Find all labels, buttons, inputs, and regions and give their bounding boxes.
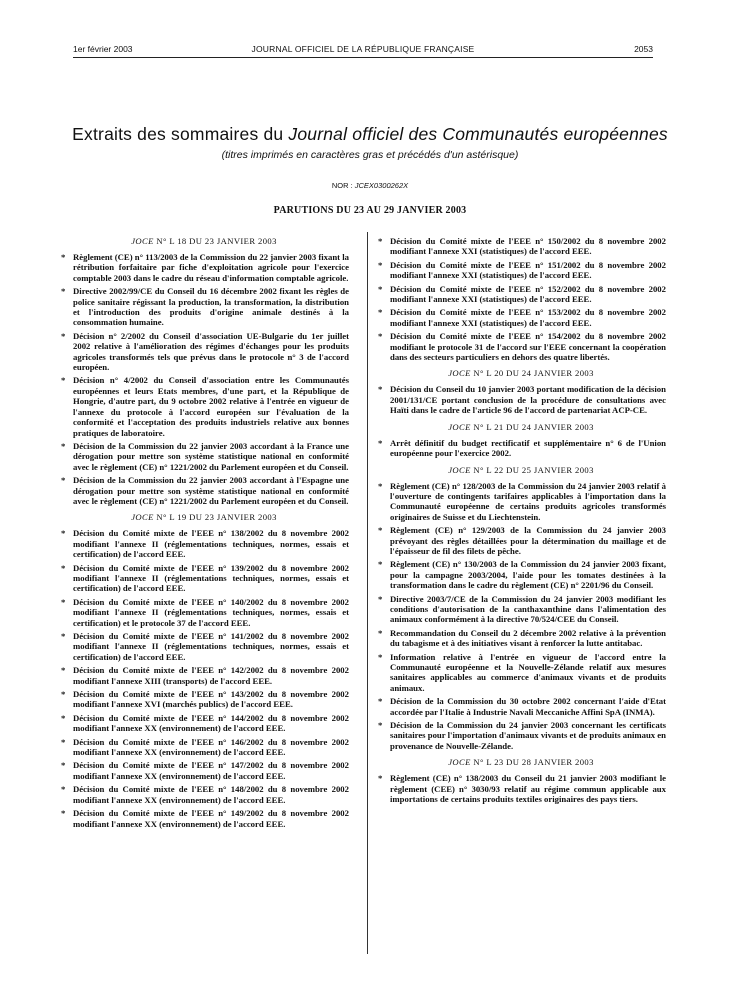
list-item: * Décision du Comité mixte de l'EEE n° 147/2002 du 8 novembre 2002 modifiant l'annexe XX (environnement) de l'accord EEE. [59, 760, 349, 781]
nor-label: NOR : [331, 181, 355, 190]
joce-label: JOCE [448, 421, 471, 432]
list-item: * Règlement (CE) n° 113/2003 de la Commission du 22 janvier 2003 fixant la rétribution forfaitaire par fiche d'exploitation agricole pour l'exercice comptable 2003 dans le cadre du réseau d'information comptable agricole. [59, 252, 349, 283]
column-divider [367, 232, 368, 954]
nor-reference [60, 181, 680, 190]
header-rule [73, 57, 653, 58]
list-item: * Décision du Comité mixte de l'EEE n° 146/2002 du 8 novembre 2002 modifiant l'annexe XX (environnement) de l'accord EEE. [59, 737, 349, 758]
section-heading-text: N° L 18 DU 23 JANVIER 2003 [153, 236, 277, 246]
list-item: * Décision du Comité mixte de l'EEE n° 141/2002 du 8 novembre 2002 modifiant l'annexe II (réglementations techniques, normes, essais et certification) de l'accord EEE. [59, 631, 349, 662]
list-item: * Décision du Comité mixte de l'EEE n° 143/2002 du 8 novembre 2002 modifiant l'annexe XVI (marchés publics) de l'accord EEE. [59, 689, 349, 710]
joce-label: JOCE [131, 512, 154, 523]
list-item: * Décision n° 4/2002 du Conseil d'association entre les Communautés européennes et leurs Etats membres, d'une part, et la République de Hongrie, d'autre part, du 9 octobre 2002 relative à l'entrée en vigueur de l'annexe du protocole à l'accord européen sur l'évaluation de la conformité et l'acceptation des produits industriels relative aux bonnes pratiques de laboratoire. [59, 375, 349, 437]
section-heading-text: N° L 21 DU 24 JANVIER 2003 [470, 421, 594, 432]
joce-label: JOCE [131, 236, 154, 246]
list-item: * Décision de la Commission du 22 janvier 2003 accordant à l'Espagne une dérogation pour mettre son système statistique national en conformité avec le règlement (CE) n° 1221/2002 du Parlement européen et du Conseil. [59, 475, 349, 506]
list-item: * Décision de la Commission du 22 janvier 2003 accordant à la France une dérogation pour mettre son système statistique national en conformité avec le règlement (CE) n° 1221/2002 du Parlement européen et du Conseil. [59, 441, 349, 472]
section-heading [59, 512, 349, 522]
entry-list [376, 438, 666, 459]
list-item: * Information relative à l'entrée en vigueur de l'accord entre la Communauté européenne et la Nouvelle-Zélande relatif aux mesures sanitaires applicables au commerce d'animaux vivants et de produits animaux. [376, 652, 666, 694]
list-item: * Décision du Comité mixte de l'EEE n° 149/2002 du 8 novembre 2002 modifiant l'annexe XX (environnement) de l'accord EEE. [59, 808, 349, 829]
section-heading-text: N° L 22 DU 25 JANVIER 2003 [470, 464, 594, 475]
list-item: * Décision du Comité mixte de l'EEE n° 140/2002 du 8 novembre 2002 modifiant l'annexe II (réglementations techniques, normes, essais et certification) et le protocole 37 de l'accord EEE. [59, 597, 349, 628]
list-item: * Décision du Comité mixte de l'EEE n° 150/2002 du 8 novembre 2002 modifiant l'annexe XXI (statistiques) de l'accord EEE. [376, 236, 666, 257]
list-item: * Recommandation du Conseil du 2 décembre 2002 relative à la prévention du tabagisme et à des initiatives visant à renforcer la lutte antitabac. [376, 628, 666, 649]
joce-label: JOCE [448, 368, 471, 379]
section-heading [376, 465, 666, 475]
list-item: * Décision du Comité mixte de l'EEE n° 153/2002 du 8 novembre 2002 modifiant l'annexe XXI (statistiques) de l'accord EEE. [376, 307, 666, 328]
section-heading-text: N° L 20 DU 24 JANVIER 2003 [470, 368, 594, 379]
entry-list [59, 252, 349, 506]
list-item: * Arrêt définitif du budget rectificatif et supplémentaire n° 6 de l'Union européenne pour l'exercice 2002. [376, 438, 666, 459]
header-date: 1er février 2003 [73, 44, 133, 54]
list-item: * Directive 2002/99/CE du Conseil du 16 décembre 2002 fixant les règles de police sanitaire régissant la production, la transformation, la distribution et l'introduction des produits d'origine animale destinés à la consommation humaine. [59, 286, 349, 328]
page-title [60, 124, 680, 145]
header-journal-name: JOURNAL OFFICIEL DE LA RÉPUBLIQUE FRANÇAISE [251, 44, 475, 54]
entry-list [59, 528, 349, 829]
title-prefix: Extraits des sommaires du [72, 124, 289, 144]
section-heading-text: N° L 19 DU 23 JANVIER 2003 [153, 512, 277, 523]
right-column [376, 236, 666, 807]
list-item: * Décision du Conseil du 10 janvier 2003 portant modification de la décision 2001/131/CE portant conclusion de la procédure de consultations avec Haïti dans le cadre de l'article 96 de l'accord de partenariat ACP-CE. [376, 384, 666, 415]
running-header [73, 44, 653, 58]
list-item: * Décision du Comité mixte de l'EEE n° 144/2002 du 8 novembre 2002 modifiant l'annexe XX (environnement) de l'accord EEE. [59, 713, 349, 734]
list-item: * Décision du Comité mixte de l'EEE n° 148/2002 du 8 novembre 2002 modifiant l'annexe XX (environnement) de l'accord EEE. [59, 784, 349, 805]
entry-list [376, 384, 666, 415]
list-item: * Décision de la Commission du 24 janvier 2003 concernant les certificats sanitaires pour l'importation d'animaux vivants et de produits animaux en provenance de Nouvelle-Zélande. [376, 720, 666, 751]
list-item: * Décision du Comité mixte de l'EEE n° 139/2002 du 8 novembre 2002 modifiant l'annexe II (réglementations techniques, normes, essais et certification) de l'accord EEE. [59, 563, 349, 594]
page-subtitle: (titres imprimés en caractères gras et précédés d'un astérisque) [221, 149, 519, 161]
section-heading [376, 368, 666, 378]
header-page-number: 2053 [634, 44, 653, 54]
entry-list [376, 481, 666, 752]
entry-list [376, 773, 666, 804]
list-item: * Décision de la Commission du 30 octobre 2002 concernant l'aide d'Etat accordée par l'Italie à Industrie Navali Meccaniche Affini SpA (INMA). [376, 696, 666, 717]
list-item: * Décision n° 2/2002 du Conseil d'association UE-Bulgarie du 1er juillet 2002 relative à l'amélioration des régimes d'échanges pour les produits agricoles transformés tels que prévus dans le protocole n° 3 de l'accord européen. [59, 331, 349, 373]
section-heading [59, 236, 349, 246]
left-column [59, 236, 349, 832]
joce-label: JOCE [448, 757, 471, 768]
nor-code: JCEX0300262X [354, 181, 409, 190]
list-item: * Décision du Comité mixte de l'EEE n° 152/2002 du 8 novembre 2002 modifiant l'annexe XXI (statistiques) de l'accord EEE. [376, 284, 666, 305]
title-journal: Journal officiel des Communautés européennes [288, 124, 668, 144]
list-item: * Règlement (CE) n° 130/2003 de la Commission du 24 janvier 2003 fixant, pour la campagne 2003/2004, l'aide pour les tomates destinées à la transformation dans le cadre du règlement (CE) n° 2201/96 du Conseil. [376, 559, 666, 590]
list-item: * Règlement (CE) n° 128/2003 de la Commission du 24 janvier 2003 relatif à l'ouverture de contingents tarifaires applicables à l'importation dans la Communauté européenne de certains produits agricoles transformés originaires de Suisse et du Liechtenstein. [376, 481, 666, 523]
list-item: * Règlement (CE) n° 129/2003 de la Commission du 24 janvier 2003 prévoyant des règles détaillées pour la détermination du maillage et de l'épaisseur de fil des filets de pêche. [376, 525, 666, 556]
list-item: * Décision du Comité mixte de l'EEE n° 142/2002 du 8 novembre 2002 modifiant l'annexe XIII (transports) de l'accord EEE. [59, 665, 349, 686]
section-heading-text: N° L 23 DU 28 JANVIER 2003 [470, 757, 594, 768]
list-item: * Directive 2003/7/CE de la Commission du 24 janvier 2003 modifiant les conditions d'autorisation de la canthaxanthine dans l'alimentation des animaux conformément à la directive 70/524/CEE du Conseil. [376, 594, 666, 625]
joce-label: JOCE [448, 464, 471, 475]
section-heading [376, 757, 666, 767]
list-item: * Décision du Comité mixte de l'EEE n° 154/2002 du 8 novembre 2002 modifiant le protocole 31 de l'accord sur l'EEE concernant la coopération dans des secteurs particuliers en dehors des quatre libertés. [376, 331, 666, 362]
entry-list [376, 236, 666, 362]
list-item: * Décision du Comité mixte de l'EEE n° 151/2002 du 8 novembre 2002 modifiant l'annexe XXI (statistiques) de l'accord EEE. [376, 260, 666, 281]
parutions-heading: PARUTIONS DU 23 AU 29 JANVIER 2003 [273, 205, 467, 216]
section-heading [376, 422, 666, 432]
list-item: * Décision du Comité mixte de l'EEE n° 138/2002 du 8 novembre 2002 modifiant l'annexe II (réglementations techniques, normes, essais et certification) de l'accord EEE. [59, 528, 349, 559]
list-item: * Règlement (CE) n° 138/2003 du Conseil du 21 janvier 2003 modifiant le règlement (CEE) n° 3030/93 relatif au régime commun applicable aux importations de certains produits textiles originaires des pays tiers. [376, 773, 666, 804]
